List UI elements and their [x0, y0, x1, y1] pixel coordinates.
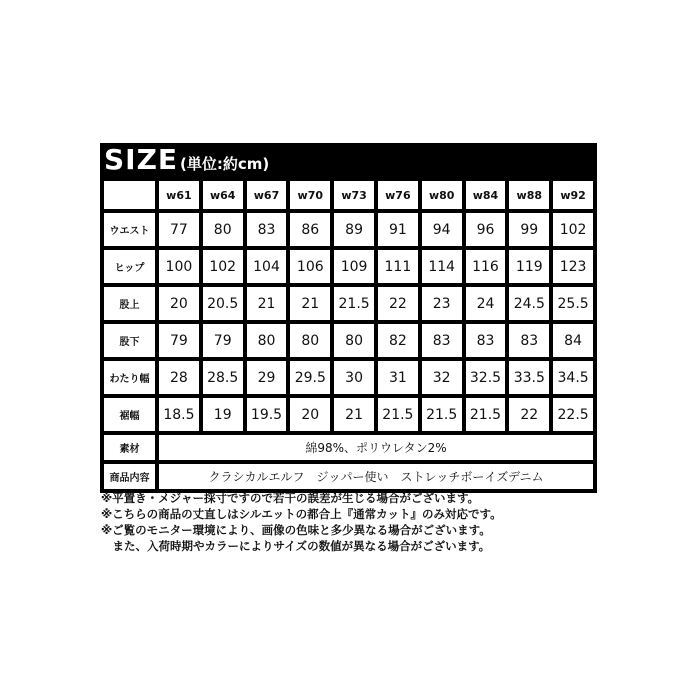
table-cell: 77: [159, 213, 199, 246]
table-cell: 34.5: [553, 361, 593, 394]
table-cell: 106: [290, 250, 330, 283]
note-line: また、入荷時期やカラーによりサイズの数値が異なる場合がございます。: [101, 539, 491, 553]
material-value: 綿98%、ポリウレタン2%: [159, 435, 593, 460]
note-line: ※平置き・メジャー採寸ですので若干の誤差が生じる場合がございます。: [101, 491, 480, 505]
table-cell: 20.5: [203, 287, 243, 320]
table-cell: 114: [422, 250, 462, 283]
table-cell: 104: [247, 250, 287, 283]
table-cell: 83: [247, 213, 287, 246]
table-cell: 24: [466, 287, 506, 320]
table-cell: 80: [334, 324, 374, 357]
table-cell: 28: [159, 361, 199, 394]
row-label: 裾幅: [104, 398, 155, 431]
table-cell: 23: [422, 287, 462, 320]
table-cell: 28.5: [203, 361, 243, 394]
column-header: w61: [159, 181, 199, 209]
table-cell: 116: [466, 250, 506, 283]
table-cell: 123: [553, 250, 593, 283]
table-cell: 80: [247, 324, 287, 357]
table-cell: 32: [422, 361, 462, 394]
column-header: w64: [203, 181, 243, 209]
content-row: [104, 464, 593, 489]
table-cell: 109: [334, 250, 374, 283]
table-cell: 83: [509, 324, 549, 357]
table-cell: 79: [203, 324, 243, 357]
table-cell: 102: [553, 213, 593, 246]
column-header: w84: [466, 181, 506, 209]
table-cell: 83: [466, 324, 506, 357]
note-line: ※ご覧のモニター環境により、画像の色味と多少異なる場合がございます。: [101, 523, 491, 537]
table-cell: 119: [509, 250, 549, 283]
row-label: 股上: [104, 287, 155, 320]
table-cell: 22: [378, 287, 418, 320]
table-cell: 24.5: [509, 287, 549, 320]
row-label: わたり幅: [104, 361, 155, 394]
row-label: 股下: [104, 324, 155, 357]
table-cell: 19.5: [247, 398, 287, 431]
size-header: [100, 143, 597, 177]
column-header: w80: [422, 181, 462, 209]
table-row: [104, 324, 593, 357]
table-cell: 79: [159, 324, 199, 357]
table-cell: 80: [290, 324, 330, 357]
table-cell: 20: [159, 287, 199, 320]
table-cell: 21: [290, 287, 330, 320]
table-cell: 20: [290, 398, 330, 431]
size-title: SIZE: [104, 143, 179, 176]
table-cell: 84: [553, 324, 593, 357]
table-header-row: [104, 181, 593, 209]
column-header: w73: [334, 181, 374, 209]
table-cell: 32.5: [466, 361, 506, 394]
table-row: [104, 213, 593, 246]
table-cell: 21: [334, 398, 374, 431]
table-cell: 94: [422, 213, 462, 246]
table-row: [104, 287, 593, 320]
size-unit: (単位:約cm): [180, 155, 270, 173]
content-label: 商品内容: [104, 464, 155, 489]
table-cell: 33.5: [509, 361, 549, 394]
table-cell: 86: [290, 213, 330, 246]
table-cell: 21.5: [466, 398, 506, 431]
table-cell: 100: [159, 250, 199, 283]
table-cell: 102: [203, 250, 243, 283]
corner-cell: [104, 181, 155, 209]
table-cell: 83: [422, 324, 462, 357]
content-value: クラシカルエルフ ジッパー使い ストレッチボーイズデニム: [159, 464, 593, 489]
material-row: [104, 435, 593, 460]
size-table: [100, 177, 597, 493]
material-label: 素材: [104, 435, 155, 460]
table-cell: 22.5: [553, 398, 593, 431]
table-cell: 21.5: [378, 398, 418, 431]
table-cell: 80: [203, 213, 243, 246]
column-header: w92: [553, 181, 593, 209]
table-cell: 111: [378, 250, 418, 283]
table-row: [104, 398, 593, 431]
table-cell: 96: [466, 213, 506, 246]
table-cell: 25.5: [553, 287, 593, 320]
column-header: w67: [247, 181, 287, 209]
table-row: [104, 250, 593, 283]
row-label: ウエスト: [104, 213, 155, 246]
table-cell: 91: [378, 213, 418, 246]
row-label: ヒップ: [104, 250, 155, 283]
column-header: w70: [290, 181, 330, 209]
note-line: ※こちらの商品の丈直しはシルエットの都合上『通常カット』のみ対応です。: [101, 507, 502, 521]
table-cell: 89: [334, 213, 374, 246]
table-cell: 21.5: [334, 287, 374, 320]
table-cell: 30: [334, 361, 374, 394]
table-cell: 29: [247, 361, 287, 394]
table-cell: 21.5: [422, 398, 462, 431]
column-header: w88: [509, 181, 549, 209]
table-cell: 18.5: [159, 398, 199, 431]
table-row: [104, 361, 593, 394]
table-cell: 99: [509, 213, 549, 246]
column-header: w76: [378, 181, 418, 209]
table-cell: 29.5: [290, 361, 330, 394]
table-cell: 22: [509, 398, 549, 431]
table-cell: 82: [378, 324, 418, 357]
notes: [101, 490, 601, 554]
table-cell: 31: [378, 361, 418, 394]
table-cell: 21: [247, 287, 287, 320]
table-cell: 19: [203, 398, 243, 431]
